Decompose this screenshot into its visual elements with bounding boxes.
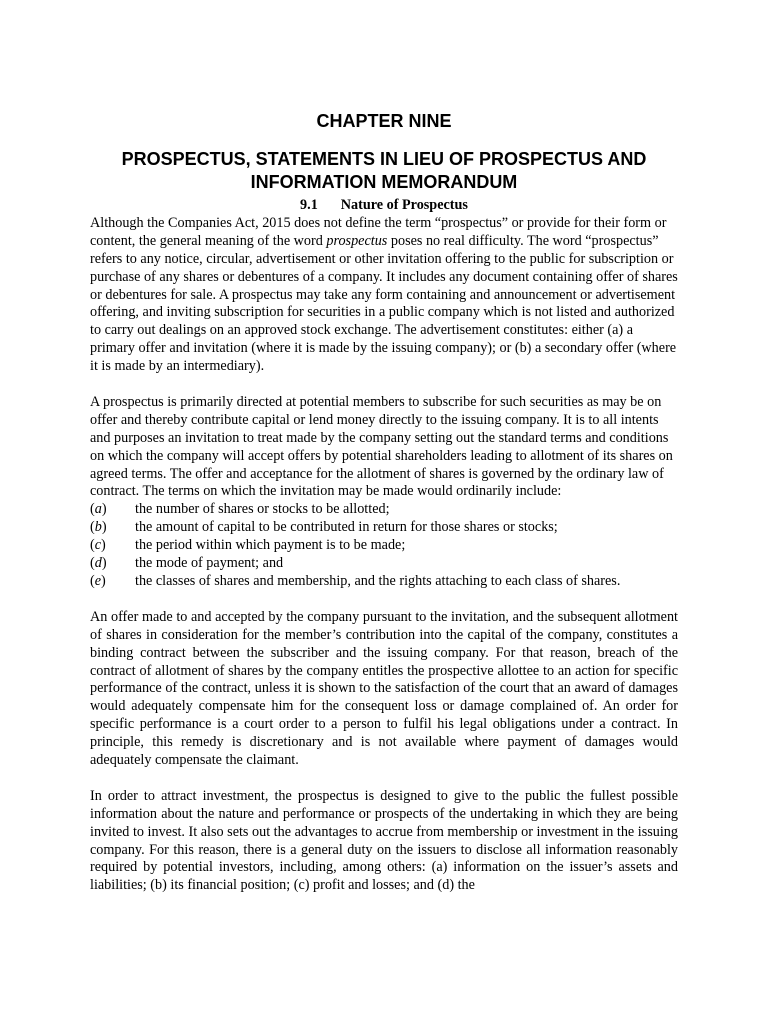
list-item: [90, 519, 678, 537]
list-marker: (a): [90, 501, 107, 518]
list-marker: (c): [90, 537, 106, 554]
list-item-text: the number of shares or stocks to be allotted;: [135, 501, 390, 518]
section-title: Nature of Prospectus: [340, 197, 468, 213]
list-item: [90, 555, 678, 573]
list-marker: (e): [90, 573, 106, 590]
paragraph-nature-of-prospectus: [90, 215, 678, 376]
main-title: PROSPECTUS, STATEMENTS IN LIEU OF PROSPECTUS AND INFORMATION MEMORANDUM: [121, 149, 647, 192]
section-number: 9.1: [300, 197, 318, 213]
paragraph-1-italic-term: prospectus: [326, 232, 388, 249]
paragraph-binding-contract: An offer made to and accepted by the company pursuant to the invitation, and the subsequent allotment of shares in consideration for the member’s contribution into the capital of the company, constitutes a binding contract between the subscriber and the issuing company. For that reason, breach of the contract of allotment of shares by the company entitles the prospective allottee to an action for specific performance of the contract, unless it is shown to the satisfaction of the court that an award of damages would adequately compensate him for the consequent loss or damage complained of. An order for specific performance is a court order to a person to fulfil his legal obligations under a contract. In principle, this remedy is discretionary and is not available where payment of damages would adequately compensate the claimant.: [90, 608, 678, 769]
list-marker: (d): [90, 555, 107, 572]
chapter-title: CHAPTER NINE: [316, 111, 452, 131]
list-item-text: the amount of capital to be contributed in return for those shares or stocks;: [135, 519, 558, 536]
paragraph-1-text-start: Although the Companies Act, 2015 does not define the term “prospectus” or provide for their form or content, the general meaning of the word: [90, 214, 667, 249]
list-item: [90, 501, 678, 519]
list-marker: (b): [90, 519, 107, 536]
paragraph-1-text-end: poses no real difficulty. The word “prospectus” refers to any notice, circular, advertisement or other invitation offering to the public for subscription or purchase of any shares or debentures of a company. It includes any document containing offer of shares or debentures for sale. A prospectus may take any form containing and announcement or advertisement offering, and inviting subscription for securities in a public company which is not listed and authorized to carry out dealings on an approved stock exchange. The advertisement constitutes: either (a) a primary offer and invitation (where it is made by the issuing company); or (b) a secondary offer (where it is made by an intermediary).: [90, 232, 678, 375]
list-item: [90, 573, 678, 591]
list-item-text: the period within which payment is to be made;: [135, 537, 406, 554]
list-item-text: the classes of shares and membership, and the rights attaching to each class of shares.: [135, 573, 621, 590]
list-item: [90, 537, 678, 555]
list-item-text: the mode of payment; and: [135, 555, 284, 572]
section-heading: [90, 197, 678, 215]
terms-list: [90, 501, 678, 591]
paragraph-disclosure-duty: In order to attract investment, the prospectus is designed to give to the public the fullest possible information about the nature and performance or prospects of the undertaking in which they are being invited to invest. It also sets out the advantages to accrue from membership or investment in the issuing company. For this reason, there is a general duty on the issuers to disclose all information reasonably required by potential investors, including, among others: (a) information on the issuer’s assets and liabilities; (b) its financial position; (c) profit and losses; and (d) the: [90, 787, 678, 894]
paragraph-prospectus-purpose: A prospectus is primarily directed at potential members to subscribe for such securities as may be on offer and thereby contribute capital or lend money directly to the issuing company. It is to all intents and purposes an invitation to treat made by the company setting out the standard terms and conditions on which the company will accept offers by potential shareholders leading to allotment of its shares on agreed terms. The offer and acceptance for the allotment of shares is governed by the ordinary law of contract. The terms on which the invitation may be made would ordinarily include:: [90, 393, 673, 500]
document-page: [90, 0, 678, 895]
